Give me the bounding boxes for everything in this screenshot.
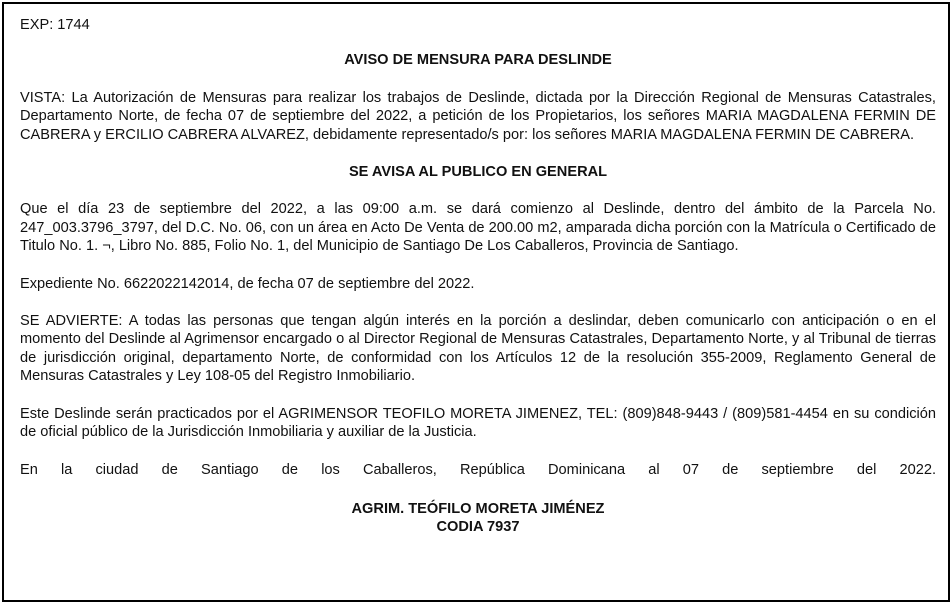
warning-paragraph: SE ADVIERTE: A todas las personas que tengan algún interés en la porción a deslindar, deben comunicarlo con anticipación o en el momento del Deslinde al Agrimensor encargado o al Director Regional de Mensuras Catastrales, Departamento Norte, y al Tribunal de tierras de jurisdicción original, departamento Norte, de conformidad con los Artículos 12 de la resolución 355-2009, Reglamento General de Mensuras Catastrales y Ley 108-05 del Registro Inmobiliario.: [20, 313, 936, 385]
notice-title: AVISO DE MENSURA PARA DESLINDE: [344, 52, 612, 69]
legal-notice: [2, 2, 950, 602]
expediente-paragraph: Expediente No. 6622022142014, de fecha 07 de septiembre del 2022.: [20, 275, 475, 292]
signature-codia: CODIA 7937: [436, 519, 520, 536]
city-date-line: En la ciudad de Santiago de los Caballeros, República Dominicana al 07 de septiembre del 2022.: [20, 461, 936, 478]
surveyor-paragraph: Este Deslinde serán practicados por el AGRIMENSOR TEOFILO MORETA JIMENEZ, TEL: (809)848-9443 / (809)581-4454 en su condición de oficial público de la Jurisdicción Inmobiliaria y auxiliar de la Justicia.: [20, 405, 936, 441]
vista-paragraph: VISTA: La Autorización de Mensuras para realizar los trabajos de Deslinde, dictada por la Dirección Regional de Mensuras Catastrales, Departamento Norte, de fecha 07 de septiembre del 2022, a petición de los Propietarios, los señores MARIA MAGDALENA FERMIN DE CABRERA y ERCILIO CABRERA ALVAREZ, debidamente representado/s por: los señores MARIA MAGDALENA FERMIN DE CABRERA.: [20, 89, 936, 143]
public-notice-heading: SE AVISA AL PUBLICO EN GENERAL: [348, 164, 608, 181]
schedule-paragraph: Que el día 23 de septiembre del 2022, a las 09:00 a.m. se dará comienzo al Deslinde, dentro del ámbito de la Parcela No. 247_003.3796_3797, del D.C. No. 06, con un área en Acto De Venta de 200.00 m2, amparada dicha porción con la Matrícula o Certificado de Titulo No. 1. ¬, Libro No. 885, Folio No. 1, del Municipio de Santiago De Los Caballeros, Provincia de Santiago.: [20, 201, 936, 255]
signature-name: AGRIM. TEÓFILO MORETA JIMÉNEZ: [351, 500, 605, 517]
file-number: EXP: 1744: [20, 17, 90, 33]
